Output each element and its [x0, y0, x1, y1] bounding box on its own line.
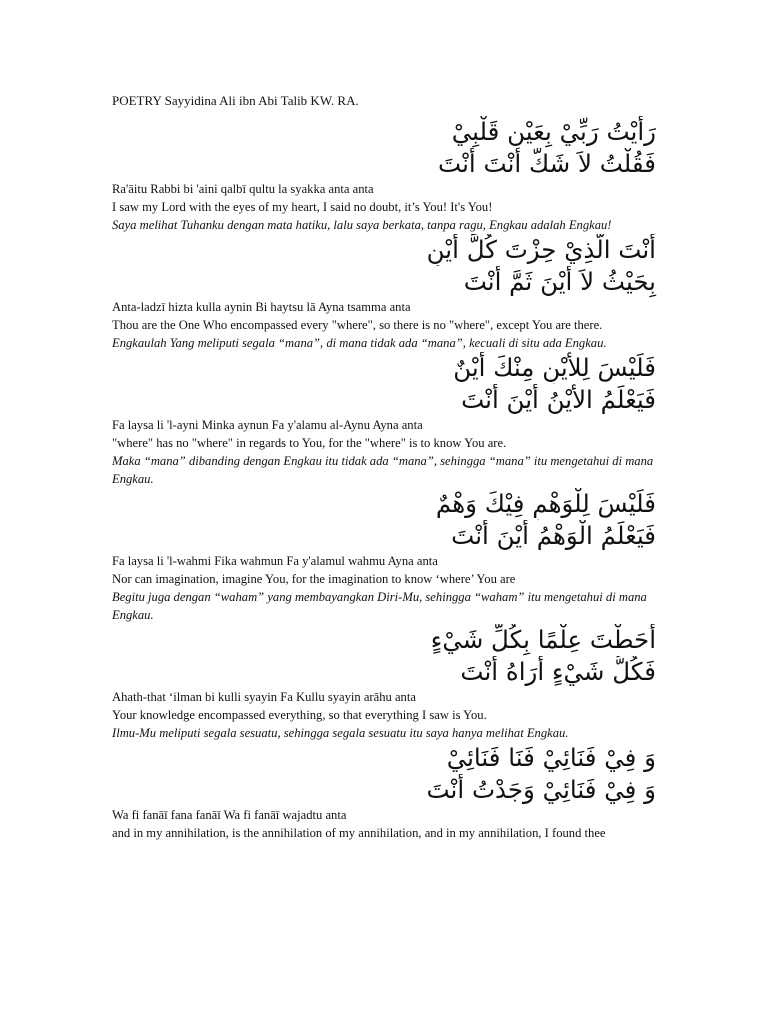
- verse-transliteration: Anta-ladzī hizta kulla aynin Bi haytsu lā Ayna tsamma anta: [112, 300, 411, 314]
- verse-arabic-line-2: بِحَيْثُ لاَ أَيْنَ ثَمَّ أَنْتَ: [463, 267, 656, 296]
- verse-4: [112, 488, 664, 624]
- verse-arabic-line-1: فَلَيْسَ لِلأَيْنِ مِنْكَ أَيْنٌ: [453, 353, 656, 382]
- verse-english: I saw my Lord with the eyes of my heart, I said no doubt, it’s You! It's You!: [112, 200, 493, 214]
- verse-transliteration: Wa fi fanāī fana fanāī Wa fi fanāī wajadtu anta: [112, 808, 347, 822]
- verse-arabic-line-2: فَيَعْلَمُ الأَيْنُ أَيْنَ أَنْتَ: [461, 385, 656, 414]
- verse-arabic-line-2: فَكُلُّ شَيْءٍ أَرَاهُ أَنْتَ: [460, 657, 656, 686]
- verse-transliteration: Fa laysa li 'l-wahmi Fika wahmun Fa y'alamul wahmu Ayna anta: [112, 554, 438, 568]
- verse-arabic-line-1: فَلَيْسَ لِلْوَهْمِ فِيْكَ وَهْمٌ: [435, 489, 656, 518]
- document-page: [112, 92, 664, 842]
- verse-english: Your knowledge encompassed everything, so that everything I saw is You.: [112, 708, 487, 722]
- verse-indonesian: Ilmu-Mu meliputi segala sesuatu, sehingga segala sesuatu itu saya hanya melihat Engkau.: [112, 726, 569, 740]
- verse-transliteration: Ra'āitu Rabbi bi 'aini qalbī qultu la syakka anta anta: [112, 182, 374, 196]
- document-title: POETRY Sayyidina Ali ibn Abi Talib KW. RA.: [112, 93, 359, 108]
- verse-arabic-line-1: وَ فِيْ فَنَائِيْ فَنَا فَنَائِيْ: [446, 743, 656, 772]
- verse-2: [112, 234, 664, 352]
- verse-arabic-line-2: وَ فِيْ فَنَائِيْ وَجَدْتُ أَنْتَ: [426, 775, 656, 804]
- verse-arabic-line-1: رَأَيْتُ رَبِّيْ بِعَيْنِ قَلْبِيْ: [451, 117, 656, 146]
- verse-1: [112, 116, 664, 234]
- verse-transliteration: Fa laysa li 'l-ayni Minka aynun Fa y'alamu al-Aynu Ayna anta: [112, 418, 423, 432]
- verse-english: and in my annihilation, is the annihilation of my annihilation, and in my annihilation, I found thee: [112, 826, 606, 840]
- verse-english: Thou are the One Who encompassed every "where", so there is no "where", except You are there.: [112, 318, 603, 332]
- verse-english: "where" has no "where" in regards to You, for the "where" is to know You are.: [112, 436, 507, 450]
- verse-6: [112, 742, 664, 842]
- verse-indonesian: Maka “mana” dibanding dengan Engkau itu tidak ada “mana”, sehingga “mana” itu mengetahui di mana Engkau.: [112, 454, 654, 486]
- verse-transliteration: Ahath-that ‘ilman bi kulli syayin Fa Kullu syayin arāhu anta: [112, 690, 416, 704]
- verse-indonesian: Saya melihat Tuhanku dengan mata hatiku, lalu saya berkata, tanpa ragu, Engkau adalah Engkau!: [112, 218, 612, 232]
- verse-english: Nor can imagination, imagine You, for the imagination to know ‘where’ You are: [112, 572, 516, 586]
- verse-arabic-line-2: فَيَعْلَمُ الْوَهْمُ أَيْنَ أَنْتَ: [451, 521, 656, 550]
- verse-arabic-line-1: أَنْتَ الَّذِيْ حِزْتَ كُلَّ أَيْنٍ: [426, 235, 656, 264]
- verse-5: [112, 624, 664, 742]
- verse-arabic-line-1: أَحَطْتَ عِلْمًا بِكُلِّ شَيْءٍ: [430, 625, 656, 654]
- verse-indonesian: Engkaulah Yang meliputi segala “mana”, di mana tidak ada “mana”, kecuali di situ ada Engkau.: [112, 336, 607, 350]
- verse-indonesian: Begitu juga dengan “waham” yang membayangkan Diri-Mu, sehingga “waham” itu mengetahui di mana Engkau.: [112, 590, 647, 622]
- verse-arabic-line-2: فَقُلْتُ لاَ شَكَّ أَنْتَ أَنْتَ: [438, 149, 656, 178]
- verse-3: [112, 352, 664, 488]
